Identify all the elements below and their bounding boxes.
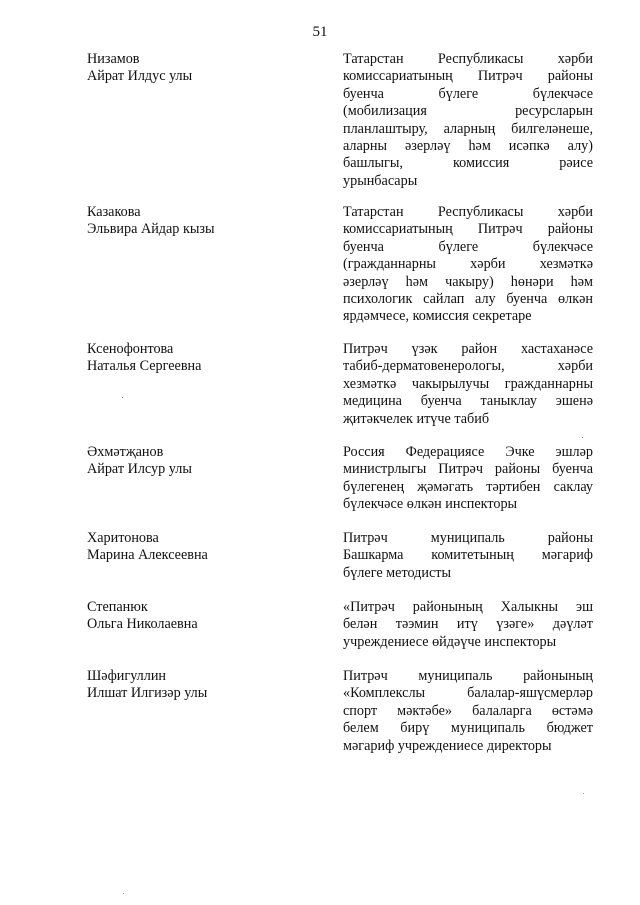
position-line: медицина буенча таныклау эшенә	[343, 393, 593, 410]
member-name	[87, 599, 297, 634]
member-given-name: Айрат Илдус улы	[87, 68, 193, 85]
member-name	[87, 341, 297, 376]
position-line: бүлегенең җәмәгать тәртибен саклау	[343, 478, 593, 495]
scan-speck	[583, 793, 584, 794]
position-line: белән тәэмин итү үзәге» дәүләт	[343, 616, 593, 633]
scan-speck	[123, 893, 124, 894]
position-line: планлаштыру, аларның билгеләнеше,	[343, 120, 593, 137]
member-name	[87, 204, 297, 239]
position-line: Татарстан Республикасы хәрби	[343, 51, 593, 67]
member-surname: Низамов	[87, 51, 140, 67]
position-line: белем бирү муниципаль бюджет	[343, 720, 593, 737]
scan-speck	[122, 397, 123, 398]
member-name	[87, 51, 297, 86]
position-line: «Питрәч районының Халыкны эш	[343, 599, 593, 615]
member-given-name: Ольга Николаевна	[87, 616, 198, 633]
position-line: (гражданнарны хәрби хезмәткә	[343, 256, 593, 273]
position-line: бүлеге методисты	[343, 564, 451, 581]
position-line: җитәкчелек итүче табиб	[343, 410, 490, 427]
position-line: урынбасары	[343, 172, 418, 189]
position-line: Питрәч үзәк район хастаханәсе	[343, 341, 593, 357]
position-line: Питрәч муниципаль районының	[343, 668, 593, 684]
member-position	[343, 530, 593, 582]
position-line: учреждениесе өйдәүче инспекторы	[343, 633, 557, 650]
member-name	[87, 444, 297, 479]
position-line: буенча бүлеге бүлекчәсе	[343, 85, 593, 102]
position-line: министрлыгы Питрәч районы буенча	[343, 461, 593, 478]
member-surname: Шәфигуллин	[87, 668, 167, 684]
member-given-name: Илшат Илгизәр улы	[87, 685, 208, 702]
member-name	[87, 530, 297, 565]
position-line: буенча бүлеге бүлекчәсе	[343, 238, 593, 255]
position-line: әзерләү һәм чакыру) һөнәри һәм	[343, 273, 593, 290]
position-line: башлыгы, комиссия рәисе	[343, 155, 593, 172]
member-given-name: Эльвира Айдар кызы	[87, 221, 215, 238]
member-given-name: Марина Алексеевна	[87, 547, 208, 564]
member-name	[87, 668, 297, 703]
position-line: бүлекчәсе өлкән инспекторы	[343, 496, 518, 513]
position-line: комиссариатының Питрәч районы	[343, 221, 593, 238]
member-position	[343, 668, 593, 755]
position-line: (мобилизация ресурсларын	[343, 103, 593, 120]
page-number: 51	[312, 24, 328, 40]
position-line: «Комплекслы балалар-яшүсмерләр	[343, 685, 593, 702]
scan-speck	[582, 437, 583, 438]
position-line: мәгариф учреждениесе директоры	[343, 737, 552, 754]
member-position	[343, 51, 593, 190]
position-line: спорт мәктәбе» балаларга өстәмә	[343, 702, 593, 719]
member-surname: Степанюк	[87, 599, 148, 615]
member-surname: Әхмәтҗанов	[87, 444, 164, 460]
position-line: комиссариатының Питрәч районы	[343, 68, 593, 85]
member-position	[343, 599, 593, 651]
member-surname: Казакова	[87, 204, 141, 220]
position-line: Башкарма комитетының мәгариф	[343, 547, 593, 564]
position-line: Питрәч муниципаль районы	[343, 530, 593, 546]
position-line: аларны әзерләү һәм исәпкә алу)	[343, 138, 593, 155]
position-line: психологик сайлап алу буенча өлкән	[343, 291, 593, 308]
member-surname: Ксенофонтова	[87, 341, 174, 357]
member-surname: Харитонова	[87, 530, 159, 546]
member-position	[343, 444, 593, 514]
member-given-name: Наталья Сергеевна	[87, 358, 202, 375]
position-line: Татарстан Республикасы хәрби	[343, 204, 593, 220]
position-line: хезмәткә чакырылучы гражданнарны	[343, 375, 593, 392]
position-line: ярдәмчесе, комиссия секретаре	[343, 308, 532, 325]
member-position	[343, 341, 593, 428]
position-line: Россия Федерациясе Эчке эшләр	[343, 444, 593, 460]
member-given-name: Айрат Илсур улы	[87, 461, 192, 478]
position-line: табиб-дерматовенерологы, хәрби	[343, 358, 593, 375]
member-position	[343, 204, 593, 326]
